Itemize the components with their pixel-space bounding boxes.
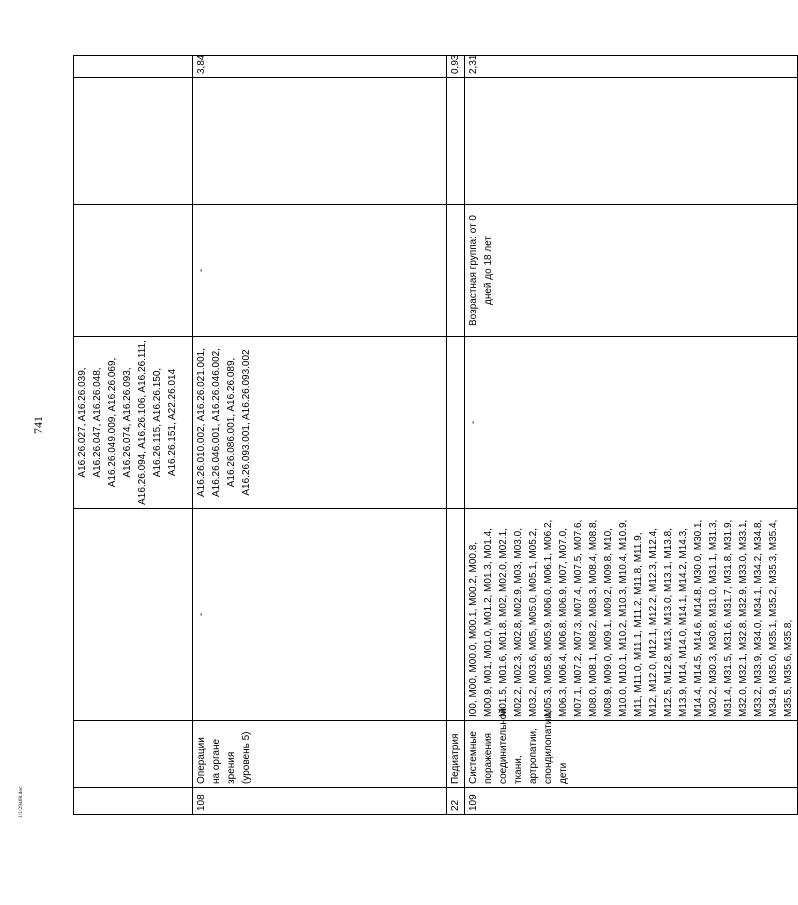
cell-criteria: -	[193, 205, 447, 337]
table-row	[465, 56, 798, 815]
cell-diagnoses: -	[193, 509, 447, 721]
tariff-table	[73, 55, 798, 815]
cell-coef: 2,31	[465, 56, 798, 78]
table-row	[193, 56, 447, 815]
cell-diagnoses	[74, 509, 193, 721]
cell-services	[447, 337, 465, 509]
cell-diagnoses	[447, 509, 465, 721]
cell-num: 108	[193, 788, 447, 815]
cell-empty	[465, 78, 798, 205]
cell-name: Педиатрия	[447, 721, 465, 788]
cell-services: A16.26.010.002, A16.26.021.001, A16.26.046.001, A16.26.046.002, A16.26.086.001, A16.26.089, A16.26.093.001, A16.26.093.002	[193, 337, 447, 509]
cell-num	[74, 788, 193, 815]
cell-num: 109	[465, 788, 798, 815]
document-id: 1/1/29408.doc	[18, 786, 24, 818]
cell-name: Операции на органе зрения (уровень 5)	[193, 721, 447, 788]
cell-empty	[74, 78, 193, 205]
cell-criteria: Возрастная группа: от 0 дней до 18 лет	[465, 205, 798, 337]
cell-diagnoses: I00, M00, M00.0, M00.1, M00.2, M00.8, M00.9, M01, M01.0, M01.2, M01.3, M01.4, M01.5, M01.6, M01.8, M02, M02.0, M02.1, M02.2, M02.3, M02.8, M02.9, M03, M03.0, M03.2, M03.6, M05, M05.0, M05.1, M05.2, M05.3, M05.8, M05.9, M06.0, M06.1, M06.2, M06.3, M06.4, M06.8, M06.9, M07, M07.0, M07.1, M07.2, M07.3, M07.4, M07.5, M07.6, M08.0, M08.1, M08.2, M08.3, M08.4, M08.8, M08.9, M09.0, M09.1, M09.2, M09.8, M10, M10.0, M10.1, M10.2, M10.3, M10.4, M10.9, M11, M11.0, M11.1, M11.2, M11.8, M11.9, M12, M12.0, M12.1, M12.2, M12.3, M12.4, M12.5, M12.8, M13, M13.0, M13.1, M13.8, M13.9, M14, M14.0, M14.1, M14.2, M14.3, M14.4, M14.5, M14.6, M14.8, M30.0, M30.1, M30.2, M30.3, M30.8, M31.0, M31.1, M31.3, M31.4, M31.5, M31.6, M31.7, M31.8, M31.9, M32.0, M32.1, M32.8, M32.9, M33.0, M33.1, M33.2, M33.9, M34.0, M34.1, M34.2, M34.8, M34.9, M35.0, M35.1, M35.2, M35.3, M35.4, M35.5, M35.6, M35.8,	[465, 509, 798, 721]
cell-coef: 0,93	[447, 56, 465, 78]
rotated-table-container	[73, 54, 794, 815]
cell-empty	[447, 78, 465, 205]
cell-coef: 3,84	[193, 56, 447, 78]
cell-criteria	[74, 205, 193, 337]
table-row	[74, 56, 193, 815]
cell-name	[74, 721, 193, 788]
cell-empty	[193, 78, 447, 205]
cell-services: -	[465, 337, 798, 509]
cell-coef	[74, 56, 193, 78]
page-number: 741	[31, 416, 45, 434]
cell-name: Системные поражения соединительной ткани, артропатии, спондилопатии, дети	[465, 721, 798, 788]
cell-num: 22	[447, 788, 465, 815]
cell-services: A16.26.027, A16.26.039, A16.26.047, A16.26.048, A16.26.049.009, A16.26.069, A16.26.074, A16.26.093, A16.26.094, A16.26.106, A16.26.111, A16.26.115, A16.26.150, A16.26.151, A22.26.014	[74, 337, 193, 509]
cell-criteria	[447, 205, 465, 337]
table-row	[447, 56, 465, 815]
